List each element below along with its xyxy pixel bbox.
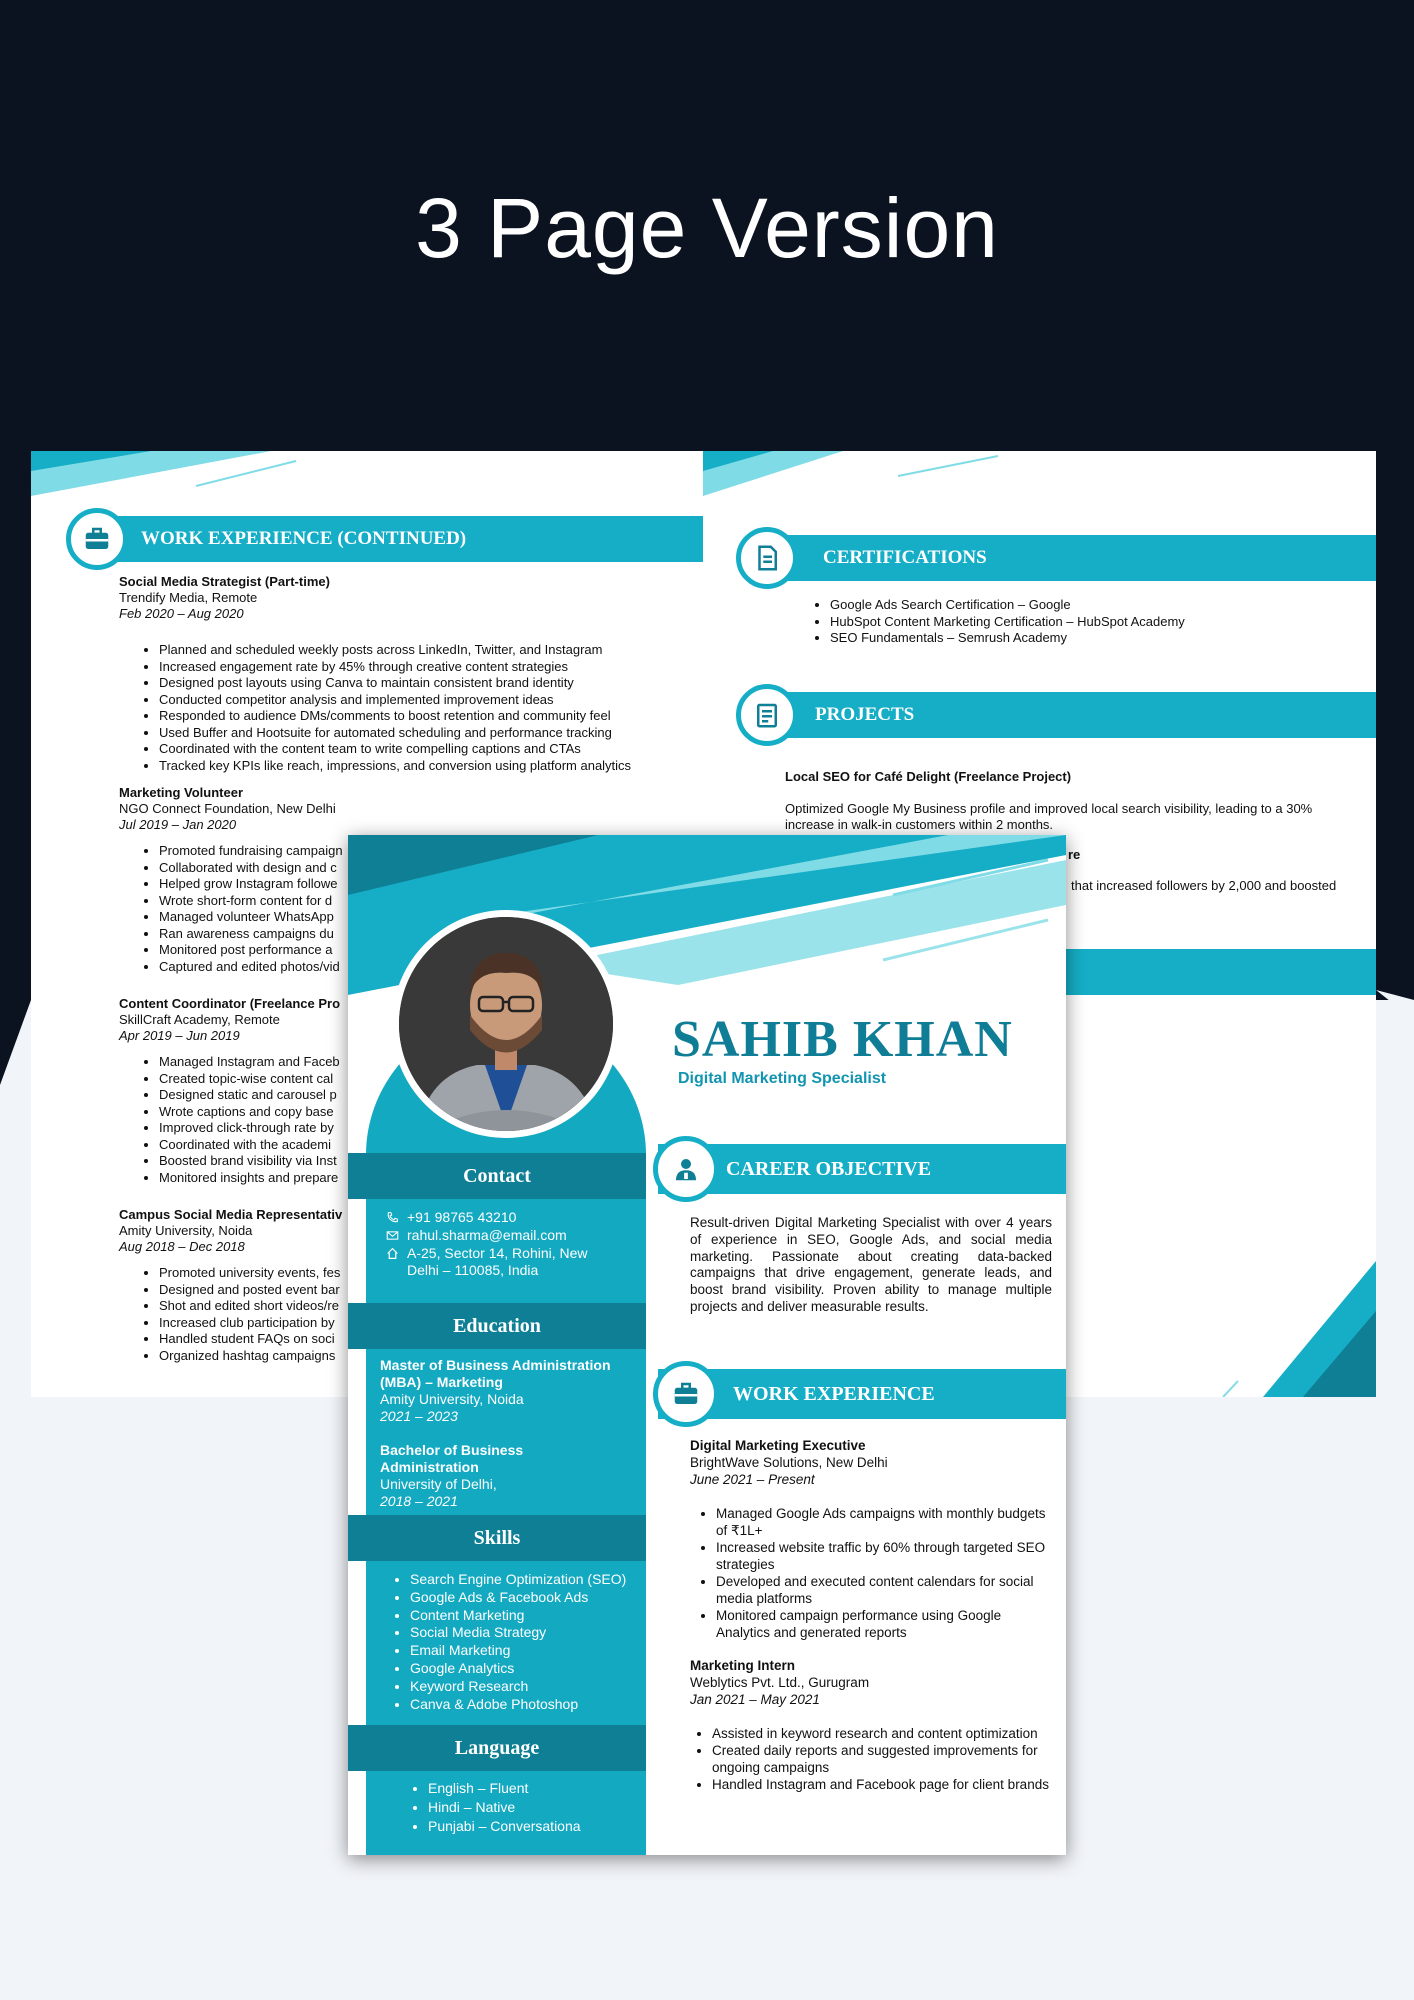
section-title: WORK EXPERIENCE (CONTINUED) (141, 528, 467, 549)
degree: Bachelor of Business Administration (380, 1442, 524, 1475)
list-item: • Hindi – Native (428, 1798, 581, 1817)
briefcase-icon (653, 1361, 719, 1427)
job-dates: Jul 2019 – Jan 2020 (119, 817, 237, 832)
clipboard-icon (736, 684, 798, 746)
phone-text: +91 98765 43210 (407, 1209, 517, 1225)
list-item: • Boosted brand visibility via Inst (159, 1153, 679, 1170)
job-title: Digital Marketing Executive (690, 1438, 866, 1453)
list-item: • Managed Google Ads campaigns with monthly budgets of ₹1L+ (716, 1505, 1050, 1539)
list-item: • Content Marketing (410, 1607, 626, 1625)
list-item: • Email Marketing (410, 1642, 626, 1660)
list-item: • Handled Instagram and Facebook page for client brands (712, 1776, 1050, 1793)
list-item: • Search Engine Optimization (SEO) (410, 1571, 626, 1589)
home-icon (386, 1247, 399, 1260)
list-item: • Shot and edited short videos/re (159, 1298, 679, 1315)
list-item: • Created daily reports and suggested improvements for ongoing campaigns (712, 1742, 1050, 1776)
section-bar-work-experience (658, 1369, 1066, 1419)
project-title: re (1068, 847, 1081, 862)
list-item: • Google Ads & Facebook Ads (410, 1589, 626, 1607)
list-item: • Keyword Research (410, 1678, 626, 1696)
list-item: • Increased website traffic by 60% through targeted SEO strategies (716, 1539, 1050, 1573)
degree: Master of Business Administration (MBA) – Marketing (380, 1357, 611, 1390)
list-item: • Assisted in keyword research and content optimization (712, 1725, 1050, 1742)
job-company: BrightWave Solutions, New Delhi (690, 1454, 888, 1470)
resume-page-1 (348, 835, 1066, 1855)
section-bar-career-objective (658, 1144, 1066, 1194)
contact-heading: Contact (348, 1153, 646, 1199)
list-item: • Promoted fundraising campaign (159, 843, 679, 860)
person-icon (653, 1136, 719, 1202)
list-item: • Collaborated with design and c (159, 860, 679, 877)
email-icon (386, 1229, 399, 1242)
job-title: Marketing Volunteer (119, 785, 244, 800)
job-entry (119, 574, 679, 774)
list-item: • Handled student FAQs on soci (159, 1331, 679, 1348)
contact-email (386, 1227, 636, 1244)
list-item: • Tracked key KPIs like reach, impressions, and conversion using platform analytics (159, 758, 679, 775)
profile-photo (397, 915, 615, 1133)
list-item: • Promoted university events, fes (159, 1265, 679, 1282)
job-title: Social Media Strategist (Part-time) (119, 574, 330, 589)
list-item: • Canva & Adobe Photoshop (410, 1696, 626, 1714)
certifications-list (808, 597, 1185, 647)
project-entry (785, 769, 1345, 833)
list-item: • Designed static and carousel p (159, 1087, 679, 1104)
list-item: • Coordinated with the academi (159, 1137, 679, 1154)
list-item: • Punjabi – Conversationa (428, 1817, 581, 1836)
job-dates: Aug 2018 – Dec 2018 (119, 1239, 245, 1254)
list-item: • Organized hashtag campaigns (159, 1348, 679, 1365)
list-item: • Managed Instagram and Faceb (159, 1054, 679, 1071)
school: University of Delhi, (380, 1476, 497, 1492)
objective-text: Result-driven Digital Marketing Specialist with over 4 years of experience in SEO, Google Ads, and social media marketing. Passionate about creating data-backed campaigns that drive engagement, generate leads, and boost brand visibility. Proven ability to manage multiple projects and deliver measurable results. (690, 1215, 1052, 1314)
job-company: Weblytics Pvt. Ltd., Gurugram (690, 1674, 870, 1690)
list-item: • Monitored insights and prepare (159, 1170, 679, 1187)
list-item: • Managed volunteer WhatsApp (159, 909, 679, 926)
job-title: Content Coordinator (Freelance Pro (119, 996, 341, 1011)
section-bar-certifications (753, 535, 1376, 581)
list-item: • Created topic-wise content cal (159, 1071, 679, 1088)
job-company: NGO Connect Foundation, New Delhi (119, 801, 336, 816)
job-title: Marketing Intern (690, 1658, 796, 1673)
section-title: CERTIFICATIONS (823, 547, 987, 568)
list-item: • Used Buffer and Hootsuite for automated scheduling and performance tracking (159, 725, 679, 742)
job-company: Trendify Media, Remote (119, 590, 258, 605)
project-description: Optimized Google My Business profile and improved local search visibility, leading to a 30% increase in walk-in customers within 2 months. (785, 801, 1313, 832)
briefcase-icon (66, 508, 128, 570)
list-item: • Captured and edited photos/vid (159, 959, 679, 976)
list-item: • Designed post layouts using Canva to maintain consistent brand identity (159, 675, 679, 692)
list-item: • Google Ads Search Certification – Google (830, 597, 1185, 614)
avatar (392, 910, 620, 1138)
contact-block (386, 1209, 636, 1279)
contact-phone (386, 1209, 636, 1226)
section-title: CAREER OBJECTIVE (726, 1157, 932, 1180)
list-item: • Coordinated with the content team to write compelling captions and CTAs (159, 741, 679, 758)
list-item: • Increased engagement rate by 45% through creative content strategies (159, 659, 679, 676)
address-text: A-25, Sector 14, Rohini, New Delhi – 110085, India (407, 1245, 588, 1278)
list-item: • Conducted competitor analysis and implemented improvement ideas (159, 692, 679, 709)
years: 2018 – 2021 (380, 1493, 458, 1509)
project-title: Local SEO for Café Delight (Freelance Project) (785, 769, 1072, 784)
document-icon (736, 527, 798, 589)
section-title: WORK EXPERIENCE (733, 1382, 935, 1405)
email-text: rahul.sharma@email.com (407, 1227, 567, 1243)
job-dates: Feb 2020 – Aug 2020 (119, 606, 244, 621)
job-dates: Apr 2019 – Jun 2019 (119, 1028, 240, 1043)
job-dates: June 2021 – Present (690, 1471, 815, 1487)
list-item: • Developed and executed content calendars for social media platforms (716, 1573, 1050, 1607)
list-item: • English – Fluent (428, 1779, 581, 1798)
skills-list (390, 1571, 626, 1713)
contact-address (386, 1245, 636, 1279)
section-bar-projects (753, 692, 1376, 738)
languages-list (408, 1779, 581, 1836)
list-item: • Planned and scheduled weekly posts across LinkedIn, Twitter, and Instagram (159, 642, 679, 659)
job-title: Campus Social Media Representativ (119, 1207, 343, 1222)
language-heading: Language (348, 1725, 646, 1771)
job-company: SkillCraft Academy, Remote (119, 1012, 280, 1027)
list-item: • Social Media Strategy (410, 1624, 626, 1642)
job-entry (690, 1438, 1050, 1641)
school: Amity University, Noida (380, 1391, 524, 1407)
list-item: • Responded to audience DMs/comments to boost retention and community feel (159, 708, 679, 725)
job-entry (690, 1658, 1050, 1793)
list-item: • Designed and posted event bar (159, 1282, 679, 1299)
section-bar-work-continued (81, 516, 703, 562)
list-item: • Increased club participation by (159, 1315, 679, 1332)
list-item: • Monitored campaign performance using Google Analytics and generated reports (716, 1607, 1050, 1641)
list-item: • HubSpot Content Marketing Certification – HubSpot Academy (830, 614, 1185, 631)
list-item: • Ran awareness campaigns du (159, 926, 679, 943)
section-title: PROJECTS (815, 704, 915, 725)
hero-title: 3 Page Version (415, 181, 999, 275)
years: 2021 – 2023 (380, 1408, 458, 1424)
list-item: • Improved click-through rate by (159, 1120, 679, 1137)
list-item: • Wrote captions and copy base (159, 1104, 679, 1121)
education-block (380, 1357, 630, 1510)
resume-name: SAHIB KHAN (672, 1011, 1013, 1068)
list-item: • Monitored post performance a (159, 942, 679, 959)
skills-heading: Skills (348, 1515, 646, 1561)
resume-role: Digital Marketing Specialist (678, 1070, 887, 1087)
list-item: • Google Analytics (410, 1660, 626, 1678)
job-company: Amity University, Noida (119, 1223, 253, 1238)
page-corner-decoration (31, 451, 703, 511)
education-heading: Education (348, 1303, 646, 1349)
list-item: • Wrote short-form content for d (159, 893, 679, 910)
list-item: • Helped grow Instagram followe (159, 876, 679, 893)
phone-icon (386, 1211, 399, 1224)
project-description: that increased followers by 2,000 and boosted (1071, 878, 1337, 893)
list-item: • SEO Fundamentals – Semrush Academy (830, 630, 1185, 647)
job-dates: Jan 2021 – May 2021 (690, 1691, 820, 1707)
